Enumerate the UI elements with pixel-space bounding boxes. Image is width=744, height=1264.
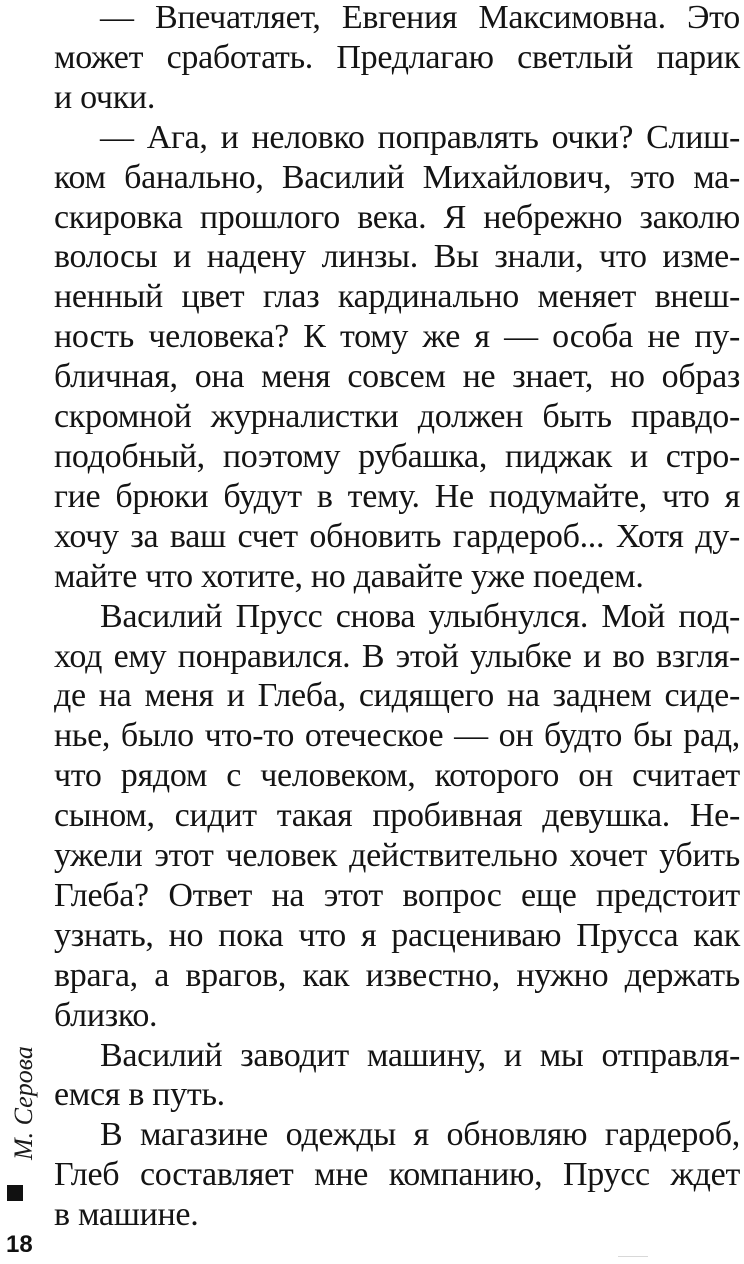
- text-line: бличная, она меня совсем не знает, но образ: [54, 358, 740, 396]
- text-line: ком банально, Василий Михайлович, это ма-: [54, 158, 740, 196]
- text-line: — Впечатляет, Евгения Максимовна. Это: [100, 0, 740, 36]
- text-line: гие брюки будут в тему. Не подумайте, что я: [54, 477, 740, 515]
- text-line: Глеб составляет мне компанию, Прусс ждет: [54, 1156, 740, 1194]
- text-line: де на меня и Глеба, сидящего на заднем сиде-: [54, 677, 740, 715]
- text-line: ность человека? К тому же я — особа не пу-: [54, 318, 740, 356]
- text-line: Василий Прусс снова улыбнулся. Мой под-: [100, 597, 740, 635]
- paragraph: [54, 1036, 740, 1116]
- text-line: ход ему понравился. В этой улыбке и во взгля-: [54, 637, 740, 675]
- text-line: узнать, но пока что я расцениваю Прусса как: [54, 916, 740, 954]
- text-line: нье, было что-то отеческое — он будто бы рад,: [54, 717, 740, 755]
- page-marker-square: [7, 1185, 23, 1201]
- text-line: сыном, сидит такая пробивная девушка. Не-: [54, 797, 740, 835]
- text-line: ужели этот человек действительно хочет убить: [54, 837, 740, 875]
- text-line: подобный, поэтому рубашка, пиджак и стро-: [54, 437, 740, 475]
- paragraph: [54, 597, 740, 1036]
- text-line: скировка прошлого века. Я небрежно заколю: [54, 198, 740, 236]
- text-line: ненный цвет глаз кардинально меняет внеш-: [54, 278, 740, 316]
- paragraph: [54, 118, 740, 597]
- divider: [618, 1256, 648, 1257]
- running-head: [2, 1040, 36, 1160]
- text-line: майте что хотите, но давайте уже поедем.: [54, 557, 644, 595]
- text-line: хочу за ваш счет обновить гардероб... Хотя ду-: [54, 517, 740, 555]
- text-line: — Ага, и неловко поправлять очки? Слиш-: [100, 118, 740, 156]
- text-line: Глеба? Ответ на этот вопрос еще предстоит: [54, 876, 740, 914]
- body-text: [54, 0, 740, 1235]
- text-line: близко.: [54, 996, 158, 1034]
- text-line: В магазине одежды я обновляю гардероб,: [100, 1116, 740, 1154]
- text-line: емся в путь.: [54, 1076, 225, 1114]
- text-line: волосы и надену линзы. Вы знали, что изме-: [54, 238, 740, 276]
- paragraph: [54, 0, 740, 118]
- paragraph: [54, 1115, 740, 1235]
- text-line: врага, а врагов, как известно, нужно держать: [54, 956, 740, 994]
- page-number: 18: [6, 1231, 33, 1258]
- text-line: что рядом с человеком, которого он считает: [54, 757, 740, 795]
- author-name: М. Серова: [9, 1046, 38, 1160]
- text-line: в машине.: [54, 1196, 199, 1234]
- text-line: может сработать. Предлагаю светлый парик: [54, 38, 740, 76]
- text-line: скромной журналистки должен быть правдо-: [54, 398, 740, 436]
- text-line: Василий заводит машину, и мы отправля-: [100, 1036, 740, 1074]
- text-line: и очки.: [54, 78, 156, 116]
